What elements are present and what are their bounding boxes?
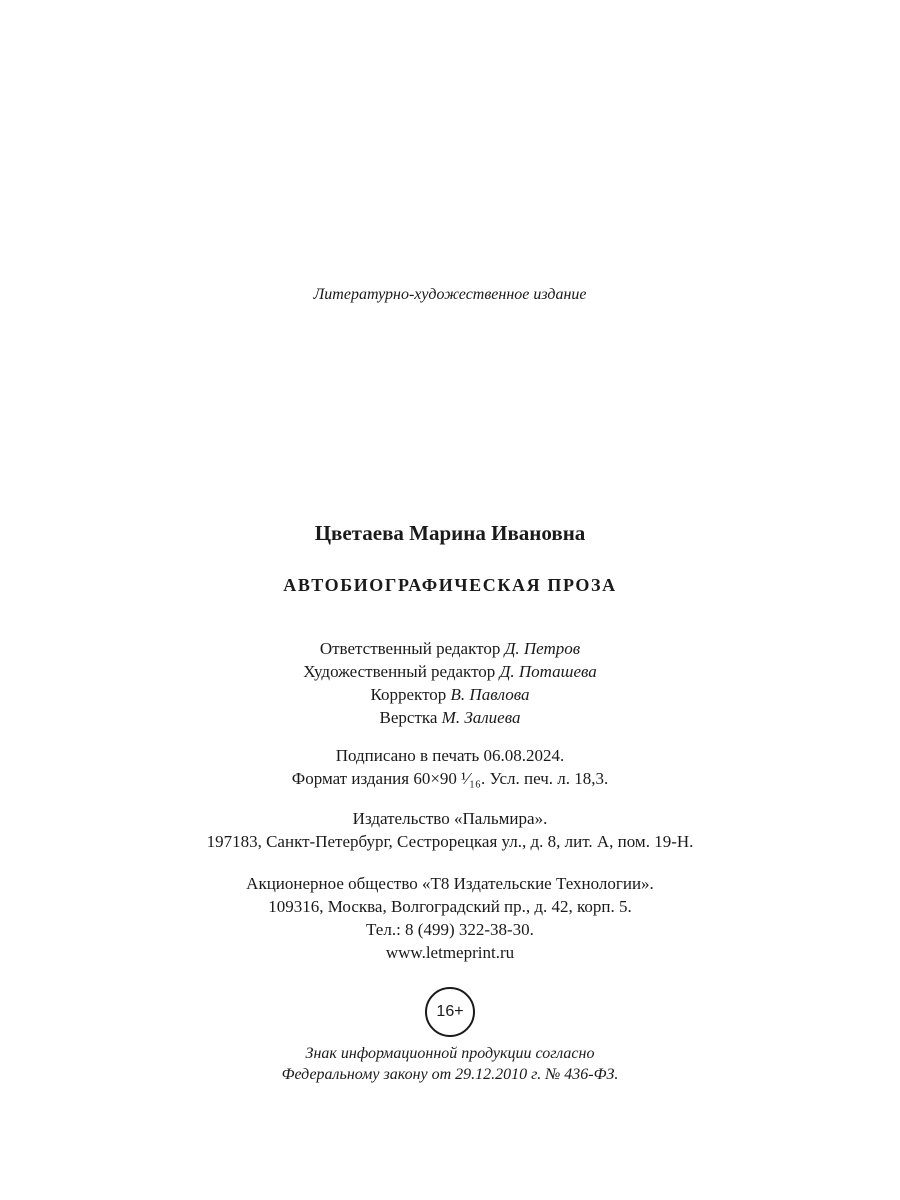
credit-name: М. Залиева bbox=[441, 708, 521, 727]
credit-name: В. Павлова bbox=[450, 685, 530, 704]
edition-format: Формат издания 60×90 ¹⁄₁₆. Усл. печ. л. 18,3. bbox=[291, 769, 609, 788]
credit-role: Корректор bbox=[370, 685, 447, 704]
credit-name: Д. Поташева bbox=[499, 662, 597, 681]
age-rating-label: 16+ bbox=[436, 1003, 464, 1020]
credit-row bbox=[0, 706, 900, 729]
publisher-address: 197183, Санкт-Петербург, Сестрорецкая ул., д. 8, лит. А, пом. 19-Н. bbox=[206, 832, 694, 851]
credit-role: Художественный редактор bbox=[303, 662, 496, 681]
edition-type: Литературно-художественное издание bbox=[313, 286, 587, 303]
credit-row bbox=[0, 683, 900, 706]
print-info-block bbox=[0, 744, 900, 790]
printer-block bbox=[0, 872, 900, 964]
age-rating-badge bbox=[425, 987, 475, 1037]
signed-to-print: Подписано в печать 06.08.2024. bbox=[335, 746, 565, 765]
credit-row bbox=[0, 637, 900, 660]
printer-name: Акционерное общество «Т8 Издательские Технологии». bbox=[246, 874, 654, 893]
credit-row bbox=[0, 660, 900, 683]
notice-line: Знак информационной продукции согласно bbox=[305, 1045, 595, 1062]
age-rating-notice bbox=[0, 1043, 900, 1085]
credit-role: Верстка bbox=[379, 708, 438, 727]
printer-address: 109316, Москва, Волгоградский пр., д. 42, корп. 5. bbox=[268, 897, 632, 916]
printer-phone: Тел.: 8 (499) 322-38-30. bbox=[366, 920, 534, 939]
book-title: АВТОБИОГРАФИЧЕСКАЯ ПРОЗА bbox=[283, 575, 617, 595]
printer-website: www.letmeprint.ru bbox=[385, 943, 515, 962]
author-name: Цветаева Марина Ивановна bbox=[314, 521, 586, 545]
notice-line: Федеральному закону от 29.12.2010 г. № 436-ФЗ. bbox=[281, 1066, 619, 1083]
publisher-block bbox=[0, 807, 900, 853]
publisher-name: Издательство «Пальмира». bbox=[352, 809, 548, 828]
credits-block bbox=[0, 637, 900, 729]
credit-role: Ответственный редактор bbox=[319, 639, 501, 658]
credit-name: Д. Петров bbox=[504, 639, 581, 658]
